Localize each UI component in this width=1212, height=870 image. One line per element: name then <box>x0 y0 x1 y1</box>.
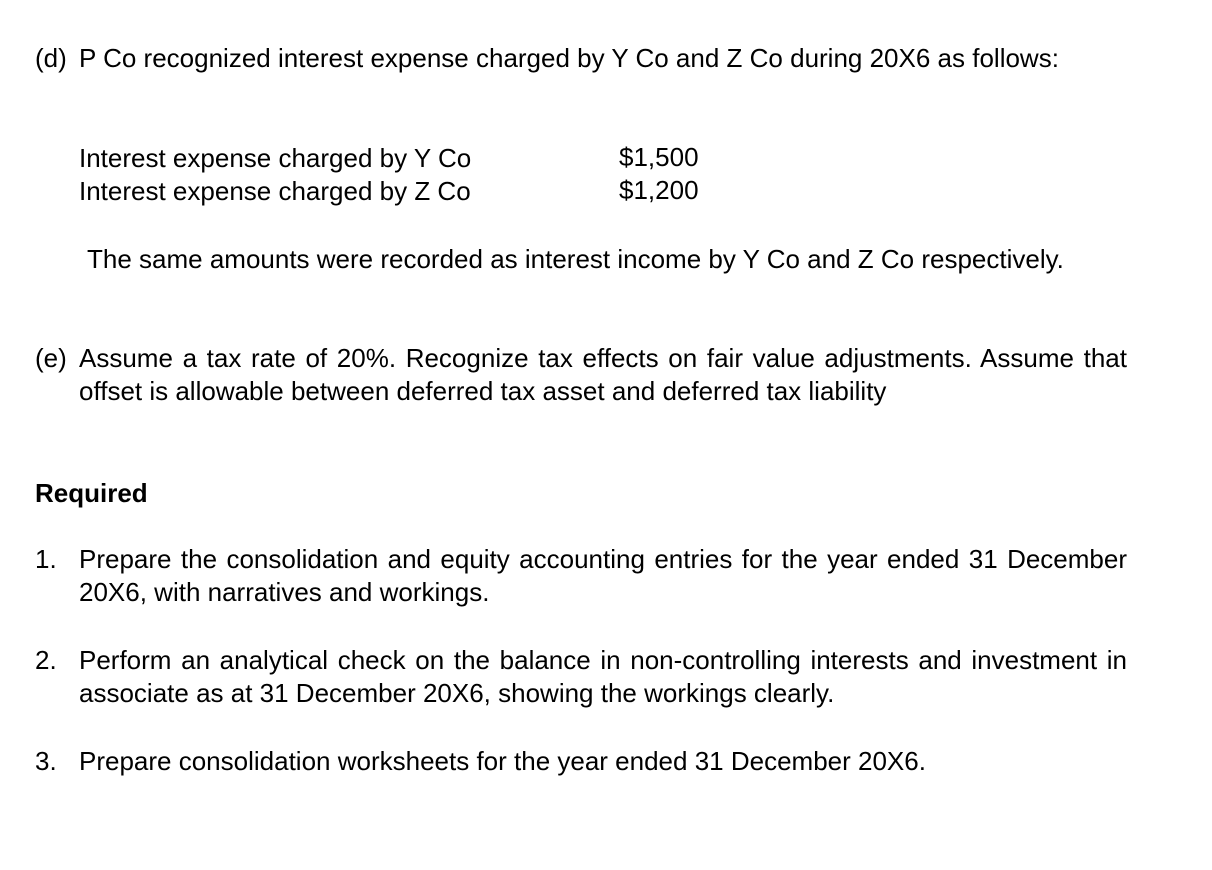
item-e-text: Assume a tax rate of 20%. Recognize tax effects on fair value adjustments. Assume that offset is allowable between deferred tax asset and deferred tax liability <box>79 343 1127 406</box>
interest-row-z-description: Interest expense charged by Z Co <box>79 176 471 206</box>
interest-row-z-amount: $1,200 <box>619 175 699 205</box>
item-e-label: (e) <box>35 343 67 373</box>
required-item-3-text: Prepare consolidation worksheets for the year ended 31 December 20X6. <box>79 746 926 776</box>
item-d-label: (d) <box>35 43 67 73</box>
item-d-note: The same amounts were recorded as interest income by Y Co and Z Co respectively. <box>87 244 1064 274</box>
required-item-1-number: 1. <box>35 544 57 574</box>
required-item-2-number: 2. <box>35 645 57 675</box>
required-item-1-text: Prepare the consolidation and equity accounting entries for the year ended 31 December 20X6, with narratives and workings. <box>79 544 1127 607</box>
required-item-3-number: 3. <box>35 746 57 776</box>
item-d-text: P Co recognized interest expense charged by Y Co and Z Co during 20X6 as follows: <box>79 43 1059 73</box>
interest-row-y-amount: $1,500 <box>619 142 699 172</box>
required-heading: Required <box>35 478 148 508</box>
required-item-2-text: Perform an analytical check on the balance in non-controlling interests and investment in associate as at 31 December 20X6, showing the workings clearly. <box>79 645 1127 708</box>
interest-row-y-description: Interest expense charged by Y Co <box>79 143 472 173</box>
